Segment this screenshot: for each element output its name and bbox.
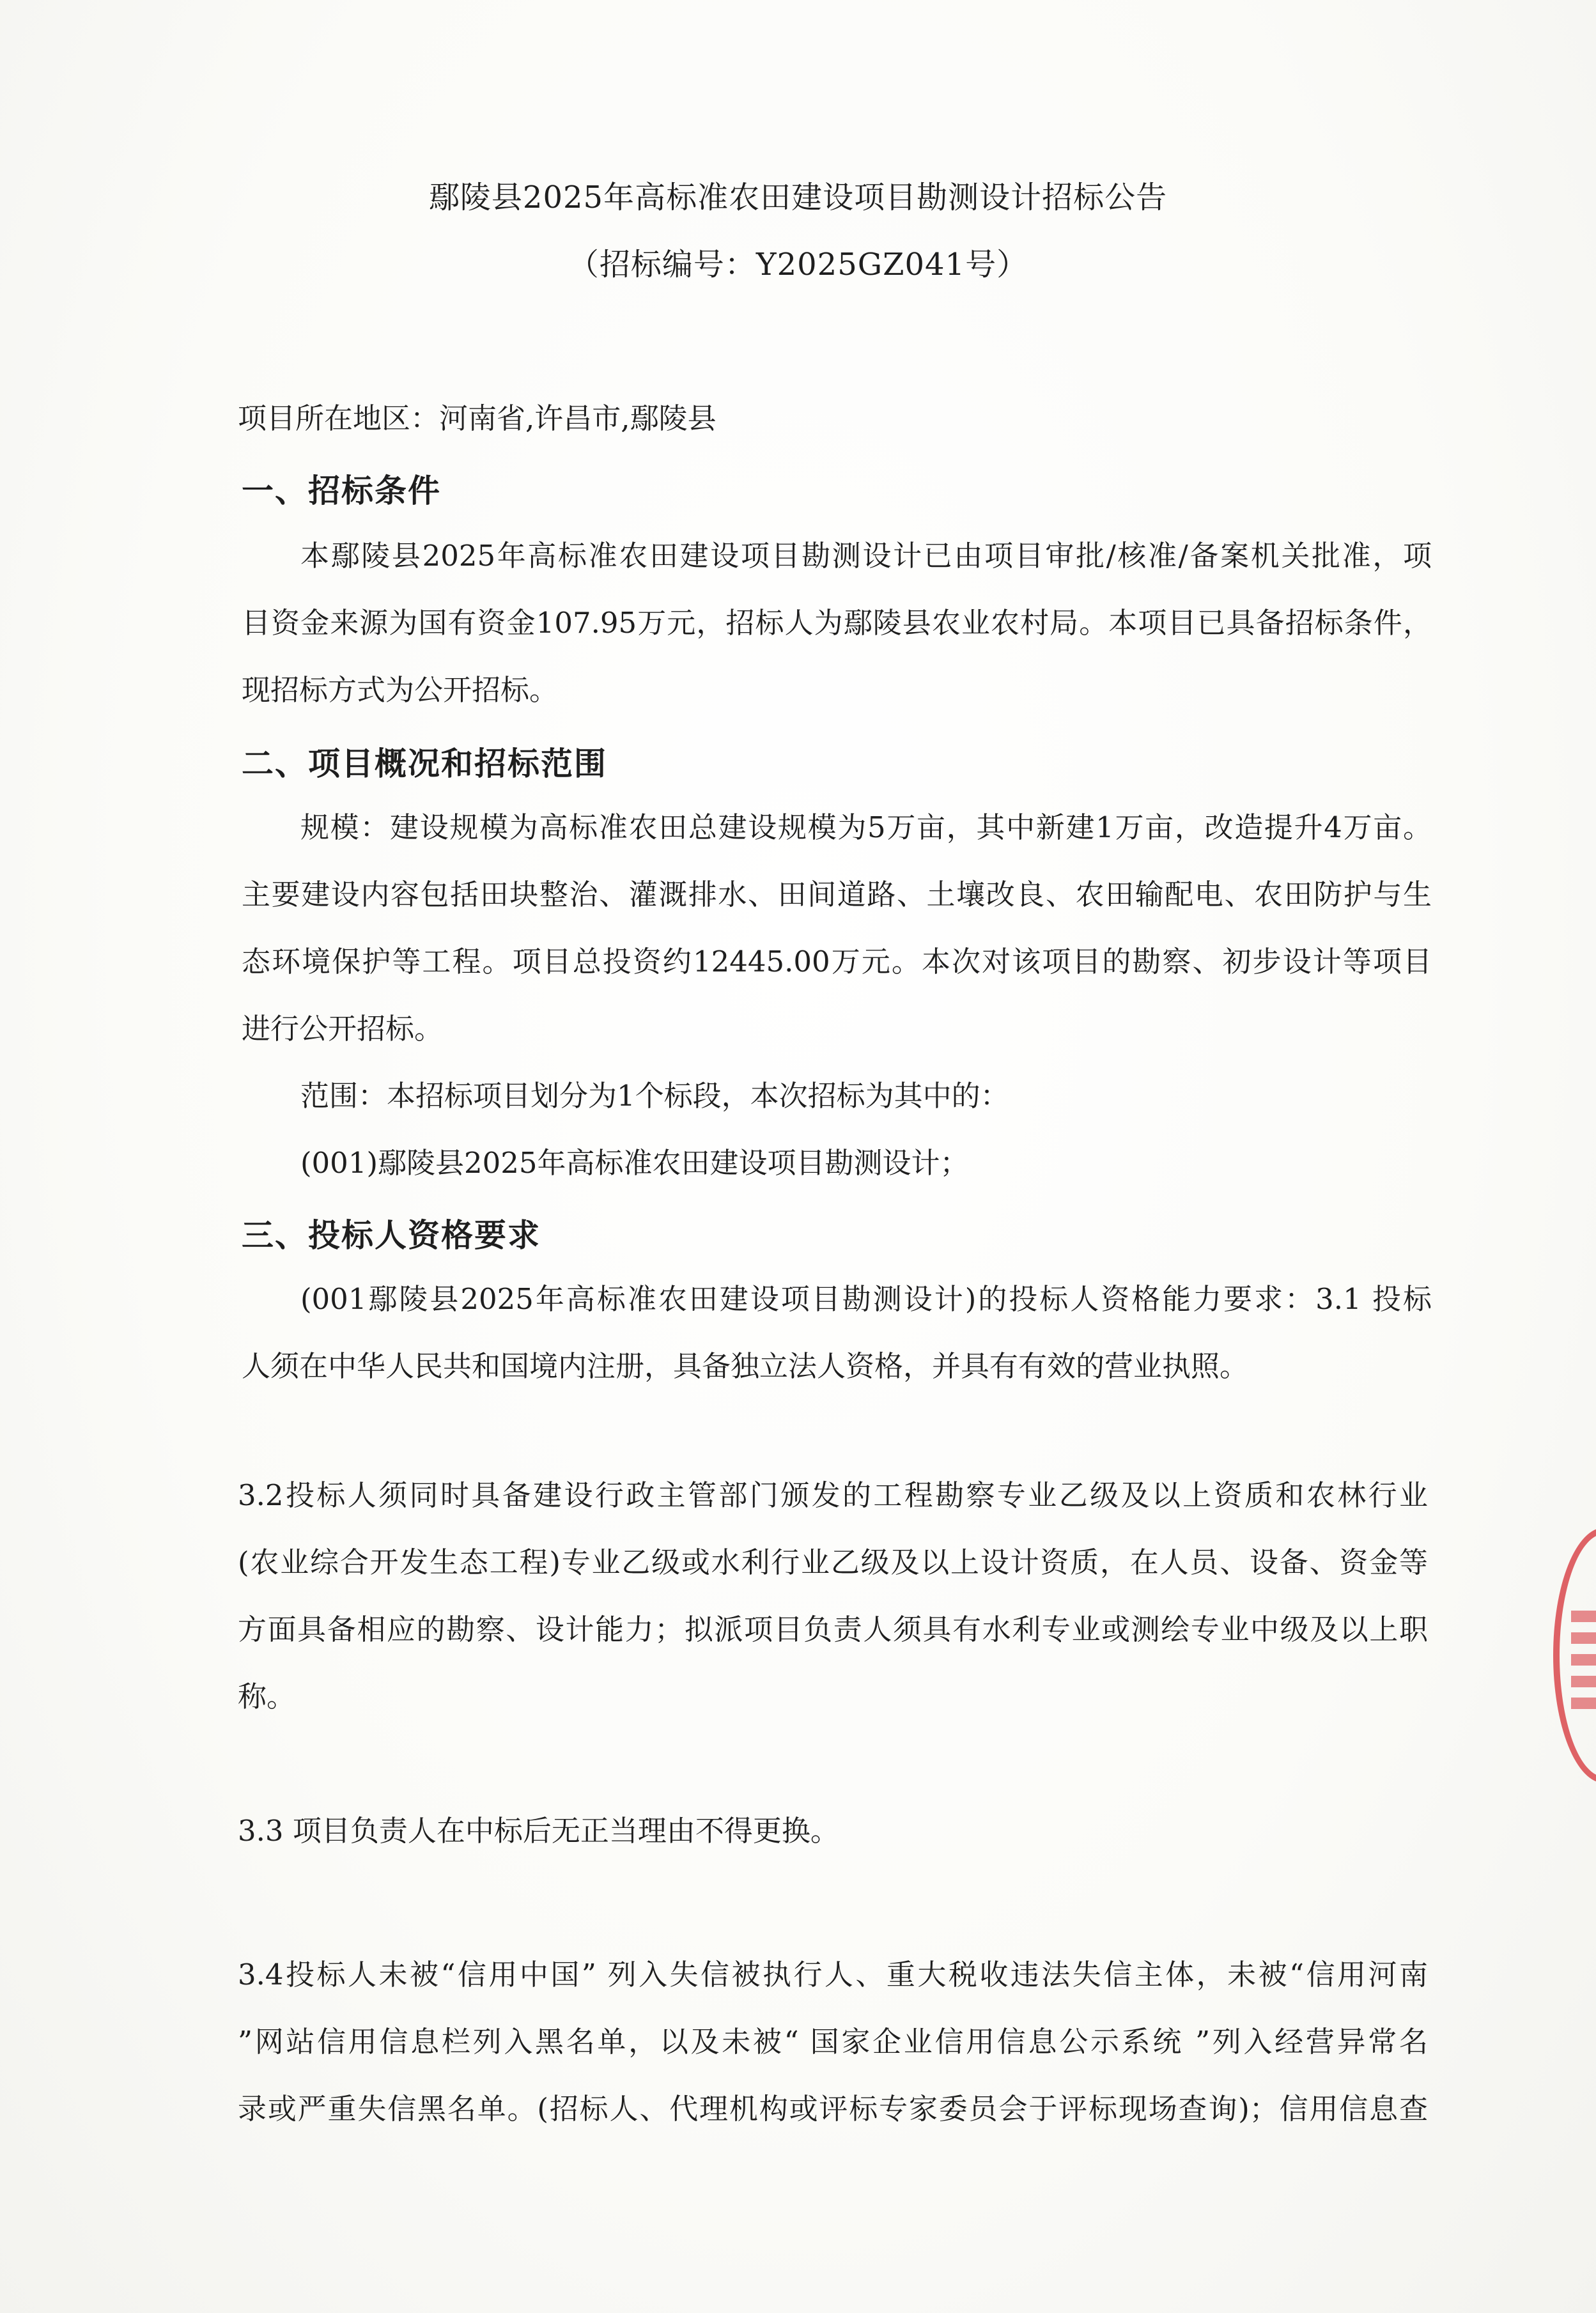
paragraph-line: (农业综合开发生态工程)专业乙级或水利行业乙级及以上设计资质，在人员、设备、资金等 [238, 1545, 1428, 1579]
paragraph-line: 称。 [238, 1680, 296, 1713]
paragraph-line: 本鄢陵县2025年高标准农田建设项目勘测设计已由项目审批/核准/备案机关批准，项 [300, 539, 1432, 573]
section-heading-3: 三、投标人资格要求 [242, 1217, 541, 1254]
paragraph-line: 规模：建设规模为高标准农田总建设规模为5万亩，其中新建1万亩，改造提升4万亩。 [300, 810, 1432, 844]
paragraph-line: 人须在中华人民共和国境内注册，具备独立法人资格，并具有有效的营业执照。 [242, 1349, 1249, 1383]
paragraph-line: 态环境保护等工程。项目总投资约12445.00万元。本次对该项目的勘察、初步设计等项目 [242, 945, 1432, 979]
paragraph-line: (001鄢陵县2025年高标准农田建设项目勘测设计)的投标人资格能力要求：3.1 投标 [300, 1282, 1432, 1316]
paragraph-line: 主要建设内容包括田块整治、灌溉排水、田间道路、土壤改良、农田输配电、农田防护与生 [242, 878, 1432, 911]
paragraph-line: 3.3 项目负责人在中标后无正当理由不得更换。 [238, 1814, 839, 1848]
document-title: 鄢陵县2025年高标准农田建设项目勘测设计招标公告 [428, 180, 1168, 215]
section-heading-2: 二、项目概况和招标范围 [242, 745, 607, 782]
seal-marks [1571, 1611, 1596, 1713]
paragraph-line: 现招标方式为公开招标。 [242, 673, 559, 707]
tender-number: （招标编号：Y2025GZ041号） [568, 247, 1028, 282]
section-heading-1: 一、招标条件 [242, 472, 441, 509]
paragraph-line: (001)鄢陵县2025年高标准农田建设项目勘测设计； [300, 1146, 969, 1180]
paragraph-line: 3.4投标人未被“信用中国” 列入失信被执行人、重大税收违法失信主体，未被“信用河南 [238, 1958, 1428, 1992]
project-region: 项目所在地区：河南省,许昌市,鄢陵县 [238, 401, 717, 435]
paragraph-line: 录或严重失信黑名单。(招标人、代理机构或评标专家委员会于评标现场查询)；信用信息查 [238, 2092, 1428, 2126]
paragraph-line: 进行公开招标。 [242, 1012, 444, 1046]
paragraph-line: 3.2投标人须同时具备建设行政主管部门颁发的工程勘察专业乙级及以上资质和农林行业 [238, 1478, 1428, 1512]
paragraph-line: 范围：本招标项目划分为1个标段，本次招标为其中的： [300, 1079, 1009, 1113]
official-seal [1553, 1528, 1596, 1783]
paragraph-line: 目资金来源为国有资金107.95万元，招标人为鄢陵县农业农村局。本项目已具备招标条件， [242, 606, 1432, 640]
paragraph-line: 方面具备相应的勘察、设计能力；拟派项目负责人须具有水利专业或测绘专业中级及以上职 [238, 1613, 1428, 1646]
paragraph-line: ”网站信用信息栏列入黑名单，以及未被“ 国家企业信用信息公示系统 ”列入经营异常名 [238, 2025, 1428, 2059]
